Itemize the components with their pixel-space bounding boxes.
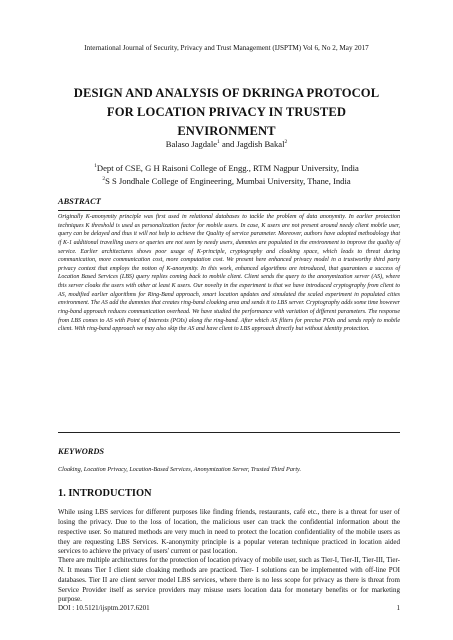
paper-title — [40, 84, 413, 141]
title-line-1: DESIGN AND ANALYSIS OF DKRINGA PROTOCOL — [73, 86, 380, 100]
author-sup-1: 1 — [217, 139, 220, 146]
author-sup-2: 2 — [284, 139, 288, 146]
affiliation-1 — [0, 163, 453, 173]
keywords-text: Cloaking, Location Privacy, Location-Based Services, Anonymization Server, Trusted Third Party. — [58, 466, 302, 473]
affiliation-sup: 1 — [94, 163, 97, 170]
author-name-1: Balaso Jagdale — [165, 139, 218, 149]
affiliation-text: S S Jondhale College of Engineering, Mumbai University, Thane, India — [105, 176, 351, 186]
title-line-2: FOR LOCATION PRIVACY IN TRUSTED — [106, 105, 347, 119]
abstract-top-rule — [58, 210, 400, 211]
abstract-heading: ABSTRACT — [58, 197, 101, 206]
doi-link[interactable]: DOI : 10.5121/ijsptm.2017.6201 — [58, 604, 150, 612]
affiliation-2 — [0, 176, 453, 186]
abstract-bottom-rule — [58, 432, 400, 433]
introduction-heading: 1. INTRODUCTION — [58, 488, 152, 499]
author-joiner: and — [219, 139, 237, 149]
introduction-paragraph-2: There are multiple architectures for the protection of location privacy of mobile user, such as Tier-I, Tier-II, Tier-III, Tier-N. It means Tier I client side cloaking methods are practiced. Tier- I solutions can be implemented with off-line POI databases. Tier II are client server model LBS services, where there is no less scope for privacy as there is threat from Service Provider itself as service providers may misuse users location data for monetary benefits or for marketing purpose. — [58, 556, 400, 604]
keywords-heading: KEYWORDS — [58, 447, 105, 456]
introduction-paragraph-1: While using LBS services for different purposes like finding friends, restaurants, café etc., there is a threat for user of losing the privacy. Due to the loss of location, the malicious user can track the confidential information about the respective user. So matured methods are very much in need to protect the location confidentiality of the mobile users as they are requesting LBS Services. K-anonymity principle is a popular veteran technique practiced in location aided services to achieve the privacy of users' current or past location. — [58, 508, 400, 556]
author-name-2: Jagdish Bakal — [236, 139, 285, 149]
affiliation-sup: 2 — [102, 176, 106, 183]
author-list — [0, 139, 453, 149]
affiliation-text: Dept of CSE, G H Raisoni College of Engg., RTM Nagpur University, India — [96, 163, 359, 173]
title-line-3: ENVIRONMENT — [177, 124, 276, 138]
page-number: 1 — [396, 604, 400, 612]
abstract-text: Originally K-anonymity principle was first used in relational databases to tackle the problem of data anonymity. In earlier protection techniques K threshold is used as personalization factor for mobile users. In case, K users are not present around needy client mobile user, query can be delayed and thus it will not help to achieve the Quality of service parameter. Moreover, authors have adopted methodology that if K-1 additional travelling users or queries are not seen by needy users, dummies are populated in the environment to improve the quality of service. Earlier architectures shows poor usage of K-principle, cryptography and cloaking space, which leads to threat during communication, more communication cost, more computation cost. We present here enhanced privacy model in a trustworthy third party privacy context that employs the notion of K-anonymity. In this work, enhanced algorithms are introduced, that guarantees a success of Location Based Services (LBS) query replies coming back to mobile client. Client sends the query to the anonymization server (AS), where this server cloaks the users with other at least K users. Our novelty in the experiment is that we have introduced cryptography from client to AS, modified earlier algorithms for Ring-Band approach, smart location updates and simulated the scaled experiment in populated cities environment. The AS add the dummies that creates ring-band cloaking area and sends it to LBS server. Cryptography adds some time however ring-band approach reduces communication overhead. We have studied the performance with variation of different parameters. The response from LBS comes to AS with Point of Interests (POIs) along the ring-band. After which AS filters for precise POIs and sends reply to mobile client. With ring-band approach we may also skip the AS and have client to LBS approach directly but without identity protection. — [58, 214, 401, 333]
journal-header: International Journal of Security, Privacy and Trust Management (IJSPTM) Vol 6, No 2, May 2017 — [84, 44, 369, 52]
